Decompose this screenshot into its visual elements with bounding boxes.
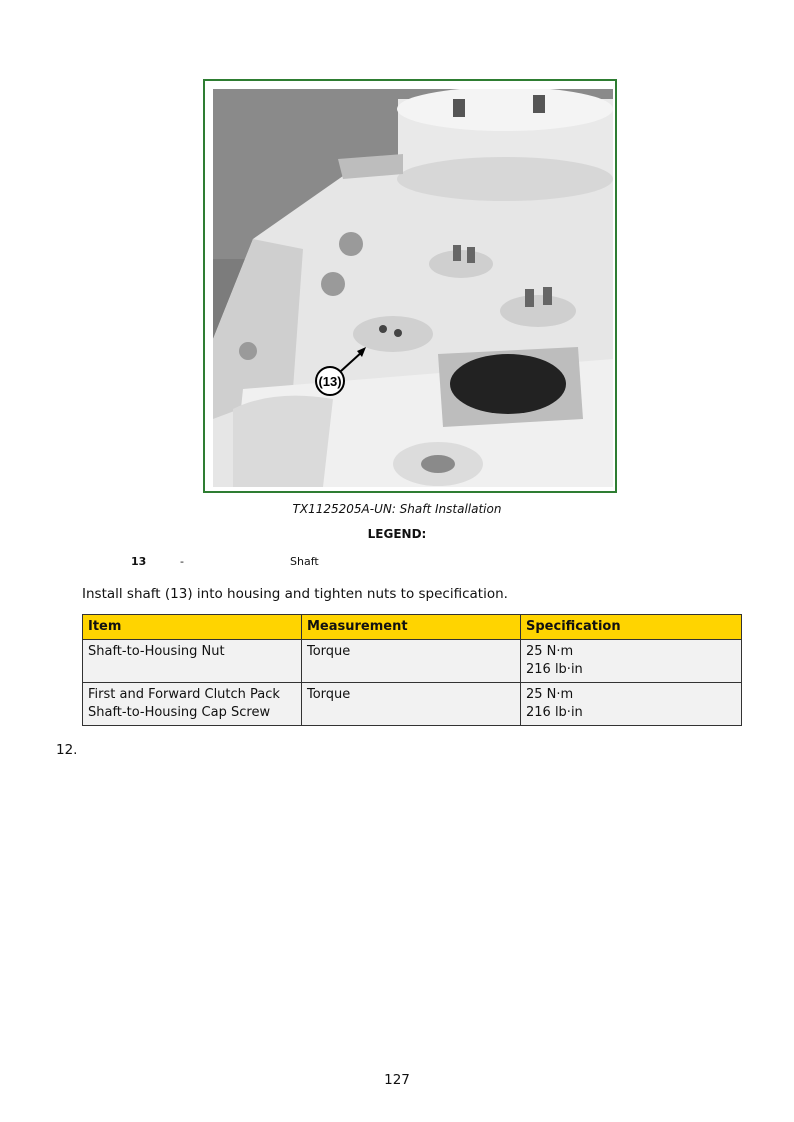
legend-item-description: Shaft bbox=[290, 555, 319, 568]
table-row bbox=[83, 640, 742, 683]
cell-measurement: Torque bbox=[302, 683, 521, 726]
cell-specification bbox=[521, 683, 742, 726]
instruction-text: Install shaft (13) into housing and tighten nuts to specification. bbox=[82, 586, 508, 602]
figure-caption: TX1125205A-UN: Shaft Installation bbox=[292, 502, 502, 516]
legend-item-number: 13 bbox=[131, 555, 147, 568]
shaft-installation-photo bbox=[213, 89, 613, 487]
cell-specification bbox=[521, 640, 742, 683]
callout-13-label: (13) bbox=[318, 374, 342, 389]
legend-title: LEGEND: bbox=[367, 527, 427, 541]
table-row bbox=[83, 683, 742, 726]
header-measurement: Measurement bbox=[302, 615, 521, 640]
spec-metric: 25 N·m bbox=[526, 644, 574, 659]
cell-item: Shaft-to-Housing Nut bbox=[83, 640, 302, 683]
table-header-row bbox=[83, 615, 742, 640]
legend-item-dash: - bbox=[180, 555, 184, 568]
specification-table bbox=[82, 614, 742, 726]
cell-item: First and Forward Clutch Pack Shaft-to-Housing Cap Screw bbox=[83, 683, 302, 726]
header-specification: Specification bbox=[521, 615, 742, 640]
spec-imperial: 216 lb·in bbox=[526, 662, 583, 677]
spec-metric: 25 N·m bbox=[526, 687, 574, 702]
step-number: 12. bbox=[56, 742, 78, 758]
header-item: Item bbox=[83, 615, 302, 640]
figure-frame bbox=[203, 79, 617, 493]
cell-measurement: Torque bbox=[302, 640, 521, 683]
page-number: 127 bbox=[384, 1072, 410, 1088]
spec-imperial: 216 lb·in bbox=[526, 705, 583, 720]
